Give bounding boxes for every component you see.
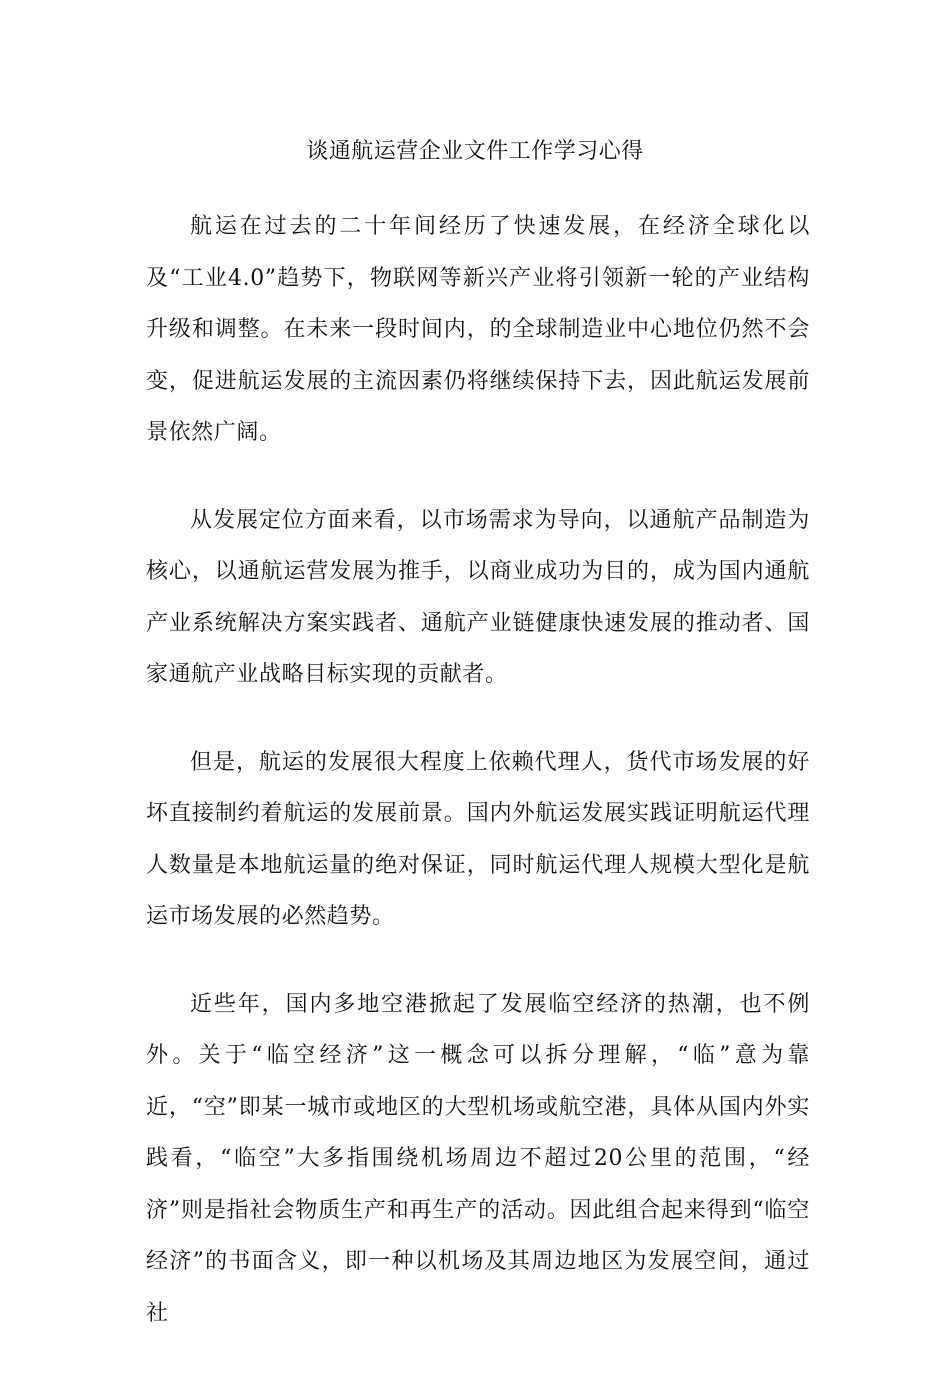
document-body (146, 201, 810, 1375)
paragraph-1: 航运在过去的二十年间经历了快速发展，在经济全球化以及“工业4.0”趋势下，物联网等新兴产业将引领新一轮的产业结构升级和调整。在未来一段时间内，的全球制造业中心地位仍然不会变，促进航运发展的主流因素仍将继续保持下去，因此航运发展前景依然广阔。 (146, 214, 810, 445)
paragraph-4: 近些年，国内多地空港掀起了发展临空经济的热潮，也不例外。关于“临空经济”这一概念可以拆分理解，“临”意为靠近，“空”即某一城市或地区的大型机场或航空港，具体从国内外实践看，“临空”大多指围绕机场周边不超过20公里的范围，“经济”则是指社会物质生产和再生产的活动。因此组合起来得到“临空经济”的书面含义，即一种以机场及其周边地区为发展空间，通过社 (146, 991, 810, 1326)
paragraph-3: 但是，航运的发展很大程度上依赖代理人，货代市场发展的好坏直接制约着航运的发展前景。国内外航运发展实践证明航运代理人数量是本地航运量的绝对保证，同时航运代理人规模大型化是航运市场发展的必然趋势。 (146, 749, 810, 929)
document-title: 谈通航运营企业文件工作学习心得 (306, 139, 644, 164)
paragraph-2: 从发展定位方面来看，以市场需求为导向，以通航产品制造为核心，以通航运营发展为推手，以商业成功为目的，成为国内通航产业系统解决方案实践者、通航产业链健康快速发展的推动者、国家通航产业战略目标实现的贡献者。 (146, 507, 810, 687)
